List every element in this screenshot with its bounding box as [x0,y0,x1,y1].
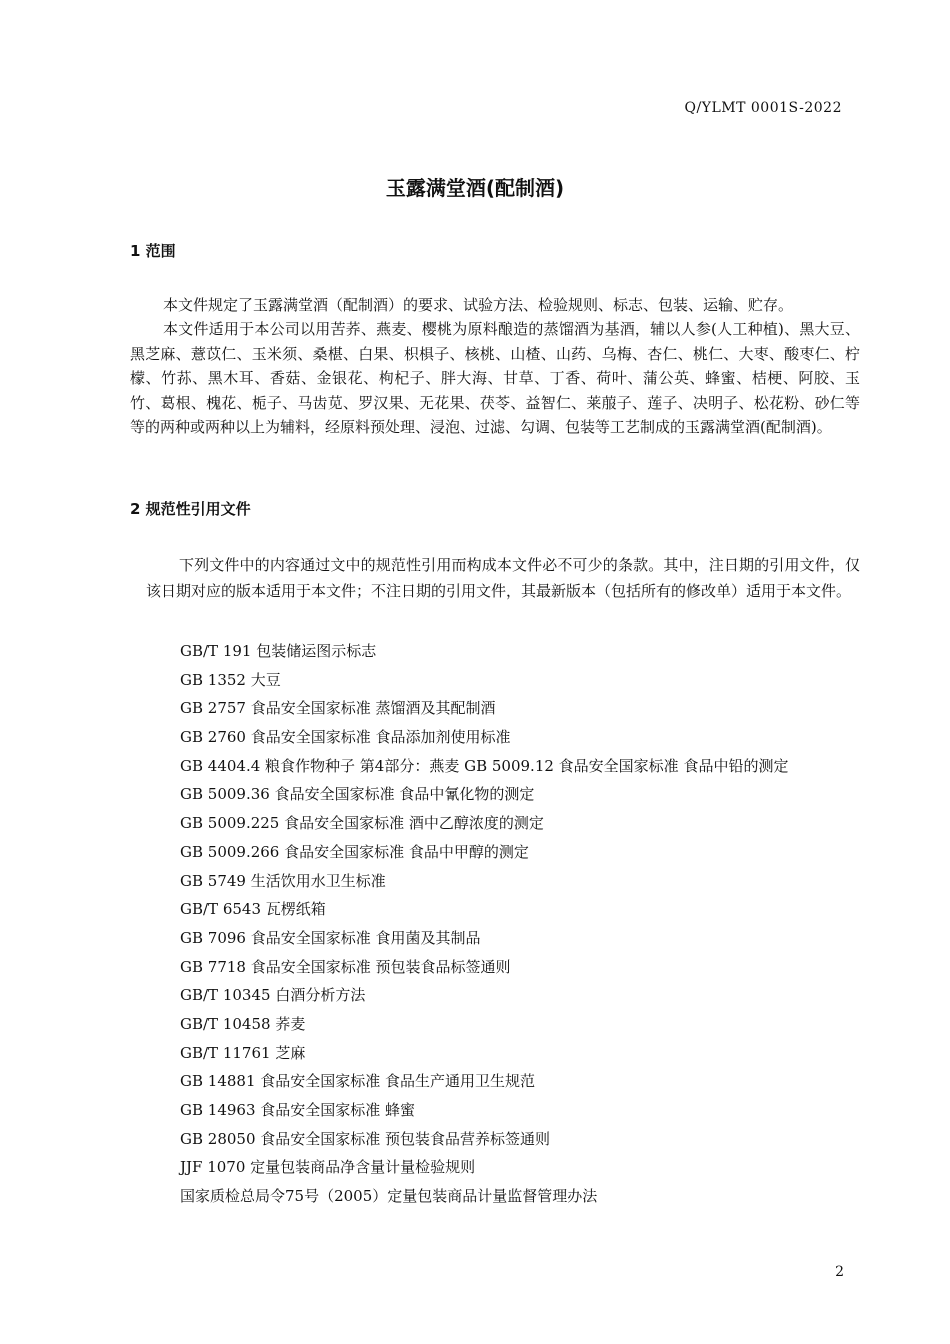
section-1-heading: 1 范围 [130,242,176,260]
reference-list [180,637,788,1211]
reference-item: GB 28050 食品安全国家标准 预包装食品营养标签通则 [180,1129,551,1148]
reference-item: GB 2757 食品安全国家标准 蒸馏酒及其配制酒 [180,699,496,718]
reference-item: GB/T 10458 荞麦 [180,1014,306,1033]
reference-item: GB 1352 大豆 [180,670,281,689]
document-number: Q/YLMT 0001S-2022 [684,100,842,116]
reference-item: GB/T 10345 白酒分析方法 [180,986,366,1005]
reference-item: GB 5009.36 食品安全国家标准 食品中氰化物的测定 [180,785,535,804]
reference-item: GB 7718 食品安全国家标准 预包装食品标签通则 [180,957,511,976]
page-number: 2 [835,1264,844,1280]
reference-item: GB 14963 食品安全国家标准 蜂蜜 [180,1101,416,1119]
reference-item: GB 2760 食品安全国家标准 食品添加剂使用标准 [180,728,511,747]
scope-paragraph-1: 本文件规定了玉露满堂酒（配制酒）的要求、试验方法、检验规则、标志、包装、运输、贮存。 [163,296,794,314]
reference-item: GB 14881 食品安全国家标准 食品生产通用卫生规范 [180,1072,536,1091]
reference-item: GB 5009.225 食品安全国家标准 酒中乙醇浓度的测定 [180,814,544,833]
reference-item: GB 4404.4 粮食作物种子 第4部分：燕麦 GB 5009.12 食品安全国家标准 食品中铅的测定 [180,756,789,775]
reference-item: JJF 1070 定量包装商品净含量计量检验规则 [180,1158,476,1177]
scope-paragraph-2: 本文件适用于本公司以用苦荞、燕麦、樱桃为原料酿造的蒸馏酒为基酒，辅以人参(人工种植)、黑大豆、黑芝麻、薏苡仁、玉米须、桑椹、白果、枳椇子、核桃、山楂、山药、乌梅、杏仁、桃仁、大枣、酸枣仁、柠檬、竹荪、黑木耳、香菇、金银花、枸杞子、胖大海、甘草、丁香、荷叶、蒲公英、蜂蜜、桔梗、阿胶、玉竹、葛根、槐花、栀子、马齿苋、罗汉果、无花果、茯苓、益智仁、莱菔子、莲子、决明子、松花粉、砂仁等等的两种或两种以上为辅料，经原料预处理、浸泡、过滤、勾调、包装等工艺制成的玉露满堂酒(配制酒)。 [130,320,860,436]
reference-item: GB 5749 生活饮用水卫生标准 [180,871,386,890]
reference-item: GB/T 191 包装储运图示标志 [180,642,377,660]
document-title: 玉露满堂酒(配制酒) [385,176,565,200]
reference-item: GB/T 6543 瓦楞纸箱 [180,900,326,919]
reference-item: GB 5009.266 食品安全国家标准 食品中甲醇的测定 [180,842,529,861]
reference-item: GB 7096 食品安全国家标准 食用菌及其制品 [180,928,481,947]
references-intro: 下列文件中的内容通过文中的规范性引用而构成本文件必不可少的条款。其中，注日期的引用文件，仅该日期对应的版本适用于本文件；不注日期的引用文件，其最新版本（包括所有的修改单）适用于本文件。 [146,556,860,600]
section-2-heading: 2 规范性引用文件 [130,500,251,518]
reference-item: 国家质检总局令75号（2005）定量包装商品计量监督管理办法 [180,1187,598,1206]
reference-item: GB/T 11761 芝麻 [180,1043,306,1062]
